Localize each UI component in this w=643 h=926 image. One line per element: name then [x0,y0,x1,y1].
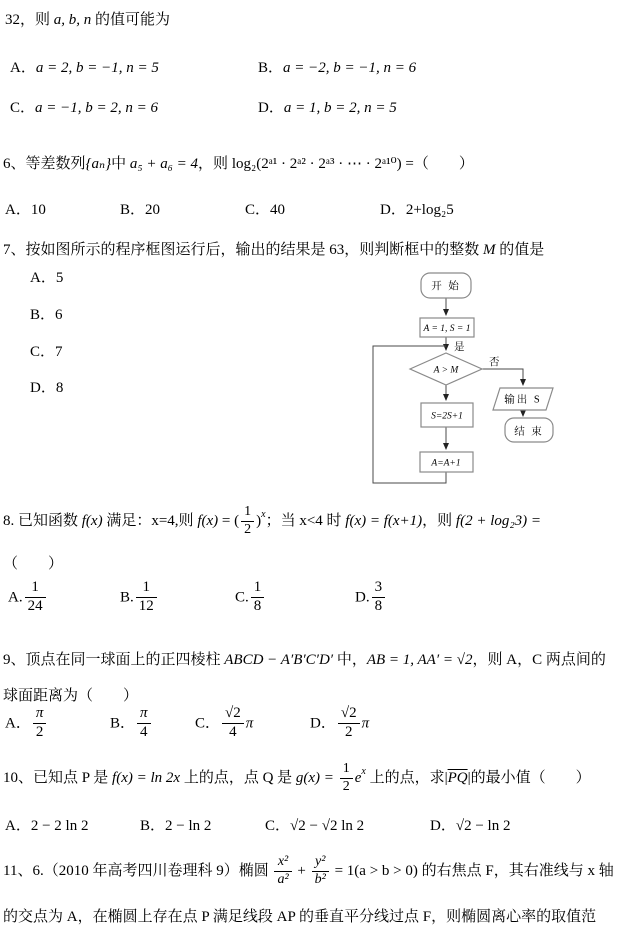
q6-prefix: 6、等差数列 [3,156,86,172]
q7-option-d [30,376,63,397]
q32-intro-prefix: 32，则 [5,12,54,28]
q8-option-d [355,580,387,615]
option-value: 2+log₂5 [405,202,454,218]
option-letter: B． [110,715,136,732]
start-label: 开 始 [431,281,461,292]
q10-math1: f(x) = ln 2x [112,770,181,786]
q8-p4: ，则 [422,513,456,529]
fraction-denominator: 2 [244,521,252,537]
q32-option-c [10,96,158,117]
q6-option-b [120,198,160,219]
option-letter: D． [258,100,284,116]
q9-text-line1 [3,648,606,669]
assign2-label: A=A+1 [431,458,461,469]
q10-e: e [354,770,362,786]
q32-intro-suffix: 的值可能为 [91,12,171,28]
q7-option-c [30,340,63,361]
q10-p2: 上的点，点 Q 是 [180,770,296,786]
q7-text-suffix: 的值是 [495,242,545,258]
q8-eq: = [218,513,235,529]
option-value: 10 [30,202,46,218]
q32-option-d [258,96,397,117]
q8-fx4: f(2 + log₂3) = [455,513,541,529]
x2-a2-fraction [274,855,291,887]
q6-option-c [245,198,285,219]
fraction-denominator: 4 [229,723,237,740]
decision-label: A > M [433,365,459,376]
arrow-decision-no-branch [482,369,523,385]
q8-answer-paren: （ ） [3,556,64,572]
one-half-fraction [241,505,254,537]
option-letter: C． [245,202,271,218]
q7-option-b [30,303,63,324]
q6-text [3,152,474,173]
q9-math2: AB = 1, AA′ = √2 [366,652,473,668]
q8-p3: ；当 x<4 时 [265,513,346,529]
option-value: √2 − ln 2 [455,818,511,834]
q7-option-a [30,266,63,287]
option-suffix: π [245,715,254,732]
q10-option-b [140,814,211,835]
q32-intro-math: a, b, n [53,12,92,28]
q9-math1: ABCD − A′B′C′D′ [224,652,334,668]
option-formula: a = 1, b = 2, n = 5 [283,100,397,116]
init-label: A = 1, S = 1 [423,324,471,334]
q6-option-d [380,198,454,219]
q9-option-a [5,706,48,741]
option-letter: B． [258,60,284,76]
fraction-numerator: 1 [241,505,254,522]
fraction-numerator: y² [312,855,329,872]
q8-p1: 8. 已知函数 [3,513,82,529]
output-label: 输出 S [504,394,542,406]
no-label: 否 [489,357,502,368]
option-letter: A. [8,589,23,606]
q9-p1: 9、顶点在同一球面上的正四棱柱 [3,652,225,668]
fraction-numerator: 1 [340,762,353,779]
q32-options-row-1 [0,56,643,78]
fraction-numerator: √2 [222,706,244,724]
option-value: 5 [55,270,64,286]
q10-option-c [265,814,364,835]
option-value: 40 [270,202,286,218]
q8-fx3: f(x) = f(x+1) [345,513,423,529]
q6-seq: {aₙ} [85,156,112,172]
q10-p1: 10、已知点 P 是 [3,770,113,786]
fraction-denominator: b² [314,871,326,887]
option-letter: D. [355,589,370,606]
q8-option-a [8,580,48,615]
q9-text-line2: 球面距离为（ ） [3,688,139,704]
q6-conn: ，则 [198,156,232,172]
assign1-label: S=2S+1 [431,411,463,422]
option-formula: a = −1, b = 2, n = 6 [35,100,159,116]
option-letter: C． [10,100,36,116]
abs-bar-left: | [444,770,448,786]
fraction-numerator: π [33,706,47,724]
option-letter: C． [30,344,56,360]
q7-text-prefix: 7、按如图所示的程序框图运行后，输出的结果是 63，则判断框中的整数 [3,242,484,258]
q10-p4: 的最小值 [470,770,531,786]
option-value: √2 − √2 ln 2 [290,818,365,834]
option-letter: B． [120,202,146,218]
q8-fx2: f(x) [197,513,219,529]
option-fraction [222,706,244,741]
q8-fx1: f(x) [81,513,103,529]
q32-intro [5,8,170,29]
q6-option-a [5,198,46,219]
q10-g-prefix: g(x) = [295,770,338,786]
fraction-numerator: 1 [136,580,157,598]
option-letter: C． [265,818,291,834]
option-letter: A． [30,270,56,286]
y2-b2-fraction [312,855,329,887]
option-fraction [338,706,360,741]
exponent-x: x [361,766,366,777]
fraction-numerator: √2 [338,706,360,724]
q10-p3: 上的点，求 [365,770,445,786]
option-letter: A． [5,202,31,218]
q8-option-c [235,580,266,615]
one-half-fraction [340,762,353,794]
q11-p2: = 1(a > b > 0) 的右焦点 F，其右准线与 x 轴 [330,863,614,879]
q9-p3: ，则 A，C 两点间的 [472,652,606,668]
q11-text-line2: 的交点为 A，在椭圆上存在点 P 满足线段 AP 的垂直平分线过点 F，则椭圆离心率的取值范 [3,909,597,925]
option-fraction [372,580,386,615]
option-fraction [33,706,47,741]
fraction-denominator: 2 [35,723,44,740]
option-letter: C. [235,589,249,606]
fraction-denominator: a² [277,871,289,887]
q9-option-d [310,706,369,741]
q6-logexpr: log₂(2ᵃ¹ · 2ᵃ² · 2ᵃ³ · ⋯ · 2ᵃ¹⁰) = [231,156,414,172]
fraction-numerator: x² [274,855,291,872]
q11-text-line1 [3,855,614,887]
option-value: 6 [55,307,63,323]
option-value: 8 [55,380,64,396]
program-flowchart [363,270,573,505]
left-paren: ( [234,513,240,529]
option-formula: a = −2, b = −1, n = 6 [283,60,417,76]
option-letter: A． [5,715,31,732]
q6-options-row [0,198,643,218]
q8-option-b [120,580,159,615]
q9-options-row [0,706,643,751]
fraction-denominator: 2 [344,723,353,740]
option-fraction [137,706,151,741]
q9-p2: 中， [333,652,367,668]
fraction-denominator: 8 [253,597,262,614]
fraction-numerator: 1 [251,580,265,598]
option-suffix: π [361,715,370,732]
q7-var: M [483,242,496,258]
fraction-numerator: 1 [25,580,46,598]
option-letter: D． [430,818,456,834]
option-letter: D． [30,380,56,396]
q10-option-a [5,814,88,835]
fraction-numerator: π [137,706,151,724]
option-letter: B． [140,818,166,834]
q8-options-row [0,580,643,625]
option-value: 7 [55,344,63,360]
option-value: 2 − 2 ln 2 [30,818,89,834]
option-formula: a = 2, b = −1, n = 5 [35,60,159,76]
right-paren: ) [256,513,262,529]
q10-option-d [430,814,510,835]
q6-paren: （ ） [413,156,474,172]
option-fraction [251,580,265,615]
q8-text [3,505,541,537]
q11-p1: 11、6.（2010 年高考四川卷理科 9）椭圆 [3,863,273,879]
q11-plus: + [293,863,310,879]
q10-options-row [0,814,643,836]
q6-mid: 中 [111,156,130,172]
q8-p2: 满足：x=4,则 [102,513,198,529]
abs-bar-right: | [467,770,471,786]
fraction-denominator: 12 [138,597,154,614]
q9-option-c [195,706,253,741]
option-letter: C． [195,715,221,732]
fraction-denominator: 2 [342,778,350,794]
q10-text [3,762,591,794]
fraction-denominator: 8 [374,597,383,614]
fraction-denominator: 24 [27,597,43,614]
fraction-denominator: 4 [140,723,148,740]
q7-text [3,238,544,259]
option-letter: A． [5,818,31,834]
q10-pq: $\overline{PQ}$ [447,770,468,786]
fraction-numerator: 3 [372,580,386,598]
q32-options-row-2 [0,96,643,118]
option-letter: A． [10,60,36,76]
option-letter: B． [30,307,56,323]
q6-cond: a₅ + a₆ = 4 [129,156,199,172]
option-value: 2 − ln 2 [165,818,212,834]
option-letter: D． [310,715,336,732]
option-letter: B. [120,589,134,606]
q32-option-a [10,56,159,77]
q10-paren: （ ） [530,770,591,786]
exponent-x: x [261,509,266,520]
q32-option-b [258,56,416,77]
end-label: 结 束 [514,426,544,438]
yes-label: 是 [454,342,467,353]
option-value: 20 [145,202,161,218]
option-fraction [136,580,157,615]
q9-option-b [110,706,153,741]
option-fraction [25,580,46,615]
option-letter: D． [380,202,406,218]
